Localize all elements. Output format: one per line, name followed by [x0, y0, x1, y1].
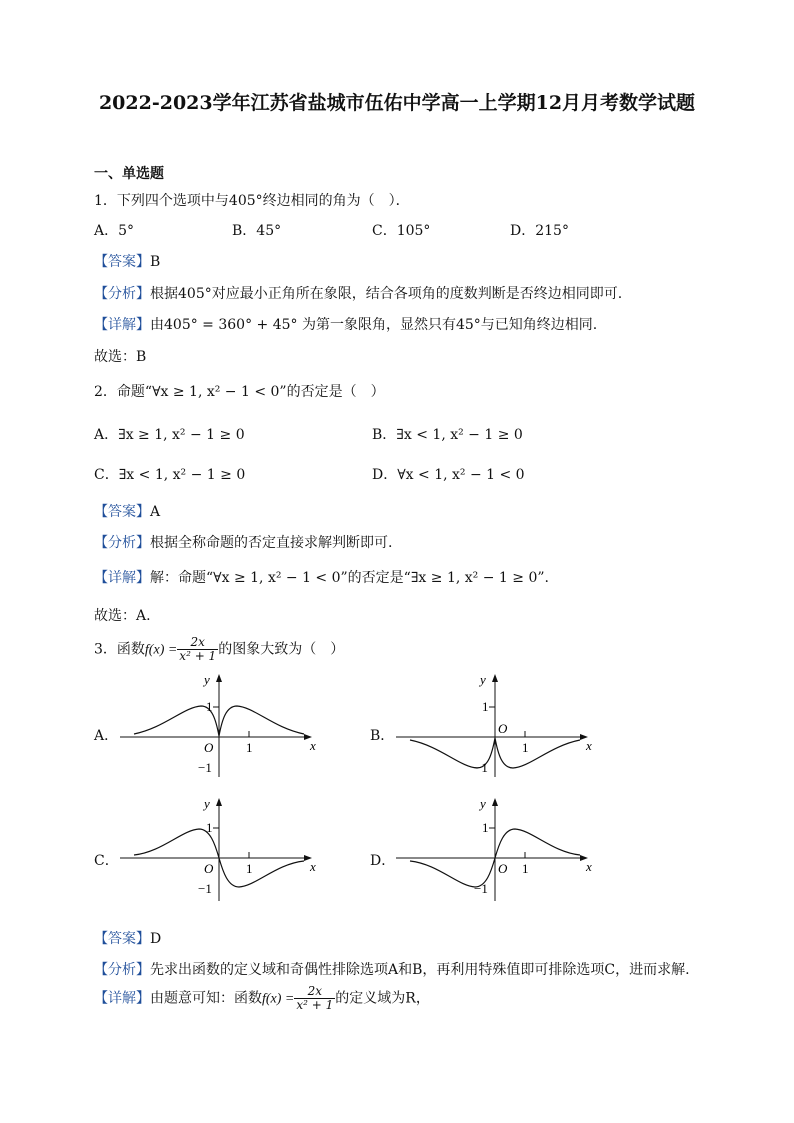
axis-label-y: y: [204, 796, 210, 811]
tick-label-1-x: 1: [522, 740, 529, 755]
q2-analysis: [94, 532, 392, 552]
graph-c: [112, 796, 322, 908]
tick-label-1-y: 1: [482, 820, 489, 835]
tick-label-1-y: 1: [206, 820, 213, 835]
q2-option-a: A．∃x ≥ 1, x² − 1 ≥ 0: [94, 427, 245, 443]
analysis-tag: 【分析】: [94, 962, 150, 978]
q2-answer: [94, 501, 160, 521]
q3-stem: [94, 636, 344, 663]
q2-detail: [94, 567, 549, 587]
tick-label-1-y: 1: [206, 699, 213, 714]
q1-option-d: D．215°: [510, 223, 569, 239]
answer-tag: 【答案】: [94, 504, 150, 520]
y-axis-arrow: [216, 674, 222, 682]
tick-label-1-x: 1: [246, 740, 253, 755]
analysis-text: 根据全称命题的否定直接求解判断即可.: [150, 535, 393, 551]
function-lhs: f(x) =: [262, 991, 295, 1007]
q1-detail: [94, 314, 597, 334]
answer-tag: 【答案】: [94, 254, 150, 270]
detail-text: 由405° = 360° + 45° 为第一象限角，显然只有45°与已知角终边相同.: [150, 317, 598, 333]
analysis-text: 先求出函数的定义域和奇偶性排除选项A和B，再利用特殊值即可排除选项C，进而求解.: [150, 962, 690, 978]
y-axis-arrow: [492, 674, 498, 682]
axis-label-x: x: [310, 738, 316, 753]
analysis-tag: 【分析】: [94, 286, 150, 302]
function-fraction: [294, 985, 335, 1012]
q1-option-a: A．5°: [94, 223, 135, 239]
axis-label-y: y: [480, 672, 486, 687]
answer-value: B: [150, 254, 161, 270]
q3-option-d: D．: [370, 853, 396, 869]
analysis-tag: 【分析】: [94, 535, 150, 551]
y-axis-arrow: [492, 798, 498, 806]
tick-label-neg1: −1: [198, 760, 212, 775]
origin-label: O: [498, 721, 508, 736]
tick-label-1-x: 1: [522, 861, 529, 876]
answer-value: D: [150, 931, 162, 947]
axis-label-x: x: [586, 738, 592, 753]
q1-stem: 1．下列四个选项中与405°终边相同的角为（ ）．: [94, 193, 410, 209]
section-heading: 一、单选题: [94, 166, 164, 182]
q2-option-b: B．∃x < 1, x² − 1 ≥ 0: [372, 427, 523, 443]
fraction-denominator: x² + 1: [296, 998, 334, 1012]
graph-d: [388, 796, 598, 908]
detail-text: 解：命题“∀x ≥ 1, x² − 1 < 0”的否定是“∃x ≥ 1, x² − 1 ≥ 0”.: [150, 570, 549, 586]
fraction-numerator: 2x: [294, 985, 335, 999]
origin-label: O: [498, 861, 508, 876]
tick-label-neg1: −1: [198, 881, 212, 896]
origin-label: O: [204, 861, 214, 876]
q1-conclusion: 故选：B: [94, 349, 147, 365]
function-fraction: [177, 636, 218, 663]
document-title: 2022-2023学年江苏省盐城市伍佑中学高一上学期12月月考数学试题: [98, 92, 696, 114]
q2-option-d: D．∀x < 1, x² − 1 < 0: [372, 467, 525, 483]
axis-label-x: x: [310, 859, 316, 874]
q3-option-b: B．: [370, 728, 395, 744]
analysis-text: 根据405°对应最小正角所在象限，结合各项角的度数判断是否终边相同即可.: [150, 286, 623, 302]
answer-tag: 【答案】: [94, 931, 150, 947]
detail-tag: 【详解】: [94, 317, 150, 333]
function-lhs: f(x) =: [144, 642, 178, 658]
detail-tag: 【详解】: [94, 570, 150, 586]
q3-detail: [94, 985, 430, 1012]
q1-option-c: C．105°: [372, 223, 431, 239]
q3-option-c: C．: [94, 853, 119, 869]
axis-label-y: y: [204, 672, 210, 687]
q3-analysis: [94, 959, 690, 979]
graph-b: [388, 672, 598, 784]
axis-label-y: y: [480, 796, 486, 811]
q3-stem-suffix: 的图象大致为（ ）: [218, 641, 345, 658]
detail-suffix: 的定义域为R，: [335, 990, 430, 1007]
tick-label-neg1: −1: [474, 760, 488, 775]
q3-option-a: A．: [94, 728, 119, 744]
detail-prefix: 由题意可知：函数: [150, 990, 262, 1007]
origin-label: O: [204, 740, 214, 755]
q1-analysis: [94, 283, 622, 303]
tick-label-1-y: 1: [482, 699, 489, 714]
fraction-numerator: 2x: [177, 636, 218, 650]
graph-a: [112, 672, 322, 784]
q2-conclusion: 故选：A.: [94, 608, 151, 624]
q3-answer: [94, 928, 161, 948]
q2-option-c: C．∃x < 1, x² − 1 ≥ 0: [94, 467, 246, 483]
tick-label-1-x: 1: [246, 861, 253, 876]
q2-stem: 2．命题“∀x ≥ 1, x² − 1 < 0”的否定是（ ）: [94, 384, 385, 400]
detail-tag: 【详解】: [94, 990, 150, 1007]
y-axis-arrow: [216, 798, 222, 806]
q1-option-b: B．45°: [232, 223, 282, 239]
axis-label-x: x: [586, 859, 592, 874]
fraction-denominator: x² + 1: [179, 649, 217, 663]
q3-stem-prefix: 3．函数: [94, 641, 145, 658]
answer-value: A: [150, 504, 161, 520]
q1-answer: [94, 251, 160, 271]
tick-label-neg1: −1: [474, 881, 488, 896]
